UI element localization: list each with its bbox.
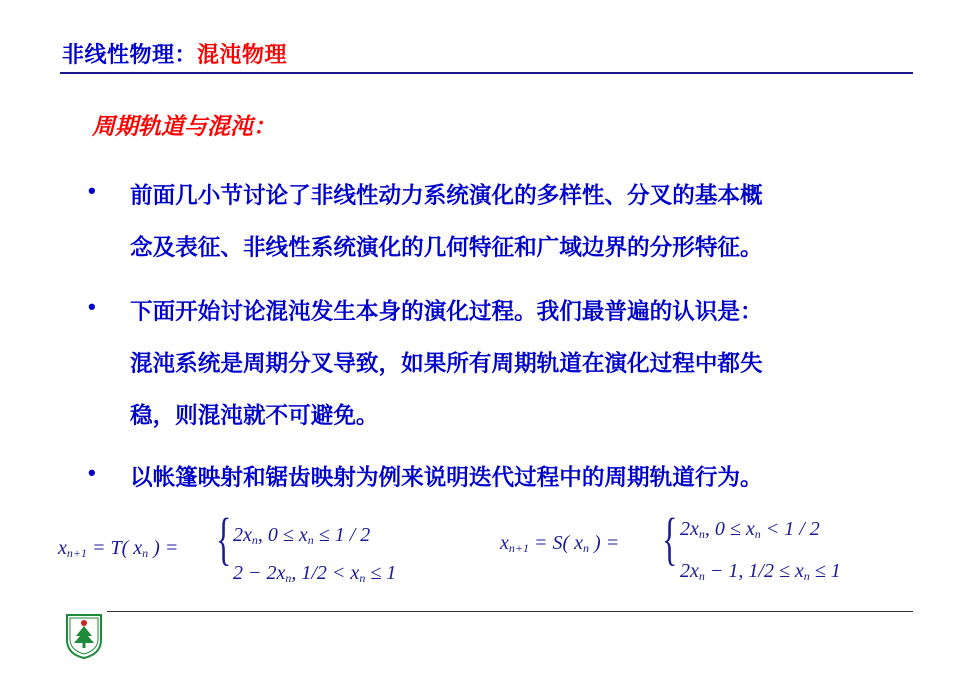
sawtooth-lhs: $x_{n+1} = S$( $x_n$ ) = xyxy=(500,532,620,555)
left-brace-icon: { xyxy=(662,506,678,571)
bullet-dot: • xyxy=(88,178,96,203)
university-emblem-icon xyxy=(64,612,104,660)
bullet-2-line-1: 下面开始讨论混沌发生本身的演化过程。我们最普遍的认识是： xyxy=(130,299,763,325)
bullet-item-3 xyxy=(88,460,918,492)
tent-case-1: $2x_n$, $0 \le x_n \le 1 / 2$ xyxy=(233,524,371,547)
bullet-1-line-1: 前面几小节讨论了非线性动力系统演化的多样性、分叉的基本概 xyxy=(130,183,763,209)
bullet-dot: • xyxy=(88,294,96,319)
tent-case-2: $2 - 2x_n$, $1/2 < x_n \le 1$ xyxy=(233,562,397,585)
left-brace-icon: { xyxy=(216,506,232,571)
bullet-2-line-2: 混沌系统是周期分叉导致，如果所有周期轨道在演化过程中都失 xyxy=(130,351,763,377)
header-topic: 混沌物理 xyxy=(197,43,288,68)
sawtooth-map-formula xyxy=(500,506,920,590)
bullet-item-2 xyxy=(88,294,918,434)
tent-map-formula xyxy=(58,506,458,590)
bullet-1-line-2: 念及表征、非线性系统演化的几何特征和广域边界的分形特征。 xyxy=(130,235,763,261)
sawtooth-case-2: $2x_n - 1$, $1/2 \le x_n \le 1$ xyxy=(680,560,841,583)
bullet-dot: • xyxy=(88,460,96,485)
bullet-3-line-1: 以帐篷映射和锯齿映射为例来说明迭代过程中的周期轨道行为。 xyxy=(130,465,763,491)
section-subtitle: 周期轨道与混沌： xyxy=(92,113,276,140)
slide-header xyxy=(62,38,287,69)
header-divider xyxy=(60,72,913,74)
tent-lhs: $x_{n+1} = T$( $x_n$ ) = xyxy=(58,537,179,560)
header-prefix: 非线性物理： xyxy=(62,43,198,68)
bullet-item-1 xyxy=(88,178,918,261)
bullet-2-line-3: 稳，则混沌就不可避免。 xyxy=(130,403,379,429)
sawtooth-case-1: $2x_n$, $0 \le x_n < 1 / 2$ xyxy=(680,518,820,541)
footer-divider xyxy=(107,611,913,612)
